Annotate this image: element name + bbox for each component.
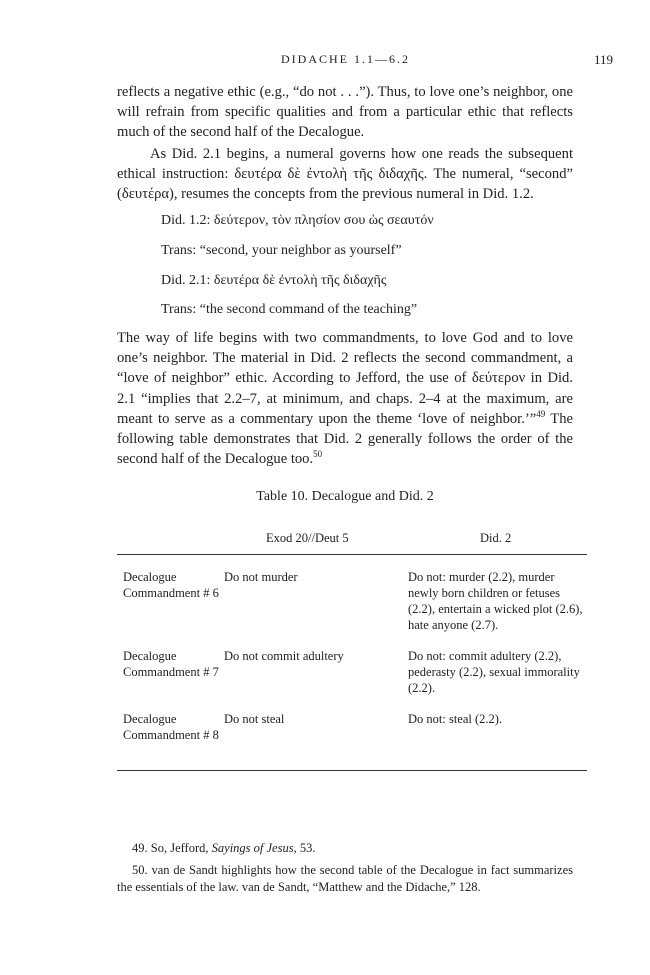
table-cell-exod: Do not murder — [224, 570, 298, 584]
paragraph-3-tail: The following table demonstrates that Did. 2 generally follows the order of the second half of the Decalogue too. — [117, 410, 573, 468]
paragraph-2: As Did. 2.1 begins, a numeral governs how one reads the subsequent ethical instruction: δευτέρα δὲ ἐντολὴ τῆς διδαχῆς. The numeral, “second” (δευτέρα), resumes the concepts from the previous numeral in Did. 1.2. — [117, 146, 573, 203]
table-cell-exod: Do not steal — [224, 712, 285, 726]
table-caption: Table 10. Decalogue and Did. 2 — [256, 489, 434, 504]
footnote-49-title: Sayings of Jesus — [211, 841, 294, 855]
quote-translation-2: Trans: “the second command of the teaching” — [161, 302, 418, 317]
footnote-49-suffix: , 53. — [293, 841, 316, 855]
quote-greek-did-2-1: Did. 2.1: δευτέρα δὲ ἐντολὴ τῆς διδαχῆς — [161, 273, 387, 288]
table-cell-did: Do not: steal (2.2). — [408, 712, 503, 726]
table-cell-did: Do not: commit adultery (2.2), pederasty (2.2), sexual immorality (2.2). — [408, 649, 580, 695]
paragraph-3 — [117, 328, 573, 469]
footnote-ref-49[interactable]: 49 — [536, 408, 546, 419]
footnote-ref-50[interactable]: 50 — [313, 449, 323, 460]
table-row-label: Decalogue Commandment # 8 — [123, 712, 219, 742]
footnote-50: 50. van de Sandt highlights how the second table of the Decalogue in fact summarizes the essentials of the law. van de Sandt, “Matthew and the Didache,” 128. — [117, 863, 573, 894]
running-head: DIDACHE 1.1—6.2 — [281, 52, 410, 66]
table-cell-did: Do not: murder (2.2), murder newly born children or fetuses (2.2), entertain a wicked plot (2.6), hate anyone (2.7). — [408, 570, 583, 632]
paragraph-3-main: The way of life begins with two commandments, to love God and to love one’s neighbor. The material in Did. 2 reflects the second commandment, a “love of neighbor” ethic. According to Jefford, the use of δεύτερον in Did. 2.1 “implies that 2.2–7, at minimum, and chaps. 2–4 at the maximum, are meant to serve as a commentary upon the theme ‘love of neighbor.’” — [117, 330, 573, 427]
footnote-49-prefix: 49. So, Jefford, — [132, 841, 212, 855]
table-bottom-rule — [117, 770, 587, 771]
table-row-label: Decalogue Commandment # 7 — [123, 649, 219, 679]
paragraph-1: reflects a negative ethic (e.g., “do not . . .”). Thus, to love one’s neighbor, one will refrain from specific qualities and from a particular ethic that reflects much of the second half of the Decalogue. — [117, 84, 573, 141]
table-cell-exod: Do not commit adultery — [224, 649, 344, 663]
column-header-exod: Exod 20//Deut 5 — [266, 531, 349, 545]
footnote-49 — [117, 840, 573, 857]
table-top-rule — [117, 554, 587, 555]
quote-translation-1: Trans: “second, your neighbor as yourself” — [161, 243, 402, 258]
column-header-did: Did. 2 — [480, 531, 512, 545]
table-row-label: Decalogue Commandment # 6 — [123, 570, 219, 600]
page-number: 119 — [593, 52, 613, 67]
quote-greek-did-1-2: Did. 1.2: δεύτερον, τὸν πλησίον σου ὡς σεαυτόν — [161, 213, 434, 228]
